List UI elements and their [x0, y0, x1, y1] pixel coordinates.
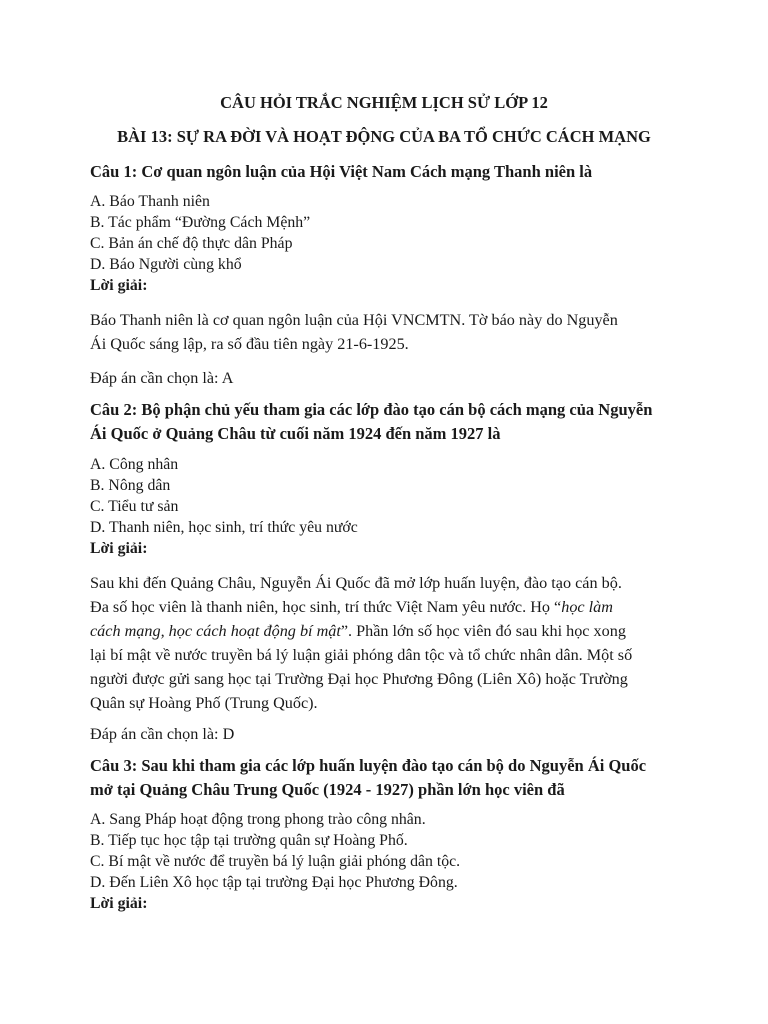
q1-explanation-line-2: Ái Quốc sáng lập, ra số đầu tiên ngày 21-6-1925. — [90, 335, 409, 353]
q1-option-b: B. Tác phẩm “Đường Cách Mệnh” — [90, 214, 311, 231]
q2-quote-italic-end: cách mạng, học cách hoạt động bí mật — [90, 622, 341, 640]
q2-option-b: B. Nông dân — [90, 477, 171, 494]
q2-option-a: A. Công nhân — [90, 456, 179, 473]
q1-explanation-line-1: Báo Thanh niên là cơ quan ngôn luận của Hội VNCMTN. Tờ báo này do Nguyễn — [90, 311, 618, 329]
q3-solution-label: Lời giải: — [90, 895, 148, 912]
question-3-line-1: Câu 3: Sau khi tham gia các lớp huấn luyện đào tạo cán bộ do Nguyễn Ái Quốc — [90, 756, 647, 775]
q2-explanation-line-4: lại bí mật về nước truyền bá lý luận giải phóng dân tộc và tổ chức nhân dân. Một số — [90, 646, 633, 664]
q2-explanation-line-2 — [90, 597, 613, 617]
q2-explanation-text: Đa số học viên là thanh niên, học sinh, trí thức Việt Nam yêu nước. Họ “ — [90, 598, 562, 616]
question-1: Câu 1: Cơ quan ngôn luận của Hội Việt Nam Cách mạng Thanh niên là — [90, 162, 593, 181]
q2-explanation-line-6: Quân sự Hoàng Phố (Trung Quốc). — [90, 694, 318, 712]
q1-solution-label: Lời giải: — [90, 277, 148, 294]
question-3-line-2: mở tại Quảng Châu Trung Quốc (1924 - 1927) phần lớn học viên đã — [90, 780, 565, 799]
q2-explanation-text-cont: ”. Phần lớn số học viên đó sau khi học xong — [340, 622, 626, 640]
q2-explanation-line-1: Sau khi đến Quảng Châu, Nguyễn Ái Quốc đã mở lớp huấn luyện, đào tạo cán bộ. — [90, 574, 622, 592]
q2-option-c: C. Tiểu tư sản — [90, 498, 179, 515]
q3-option-a: A. Sang Pháp hoạt động trong phong trào công nhân. — [90, 811, 426, 828]
q2-answer: Đáp án cần chọn là: D — [90, 725, 235, 743]
lesson-title: BÀI 13: SỰ RA ĐỜI VÀ HOẠT ĐỘNG CỦA BA TỔ CHỨC CÁCH MẠNG — [117, 127, 651, 146]
q2-solution-label: Lời giải: — [90, 540, 148, 557]
q1-answer: Đáp án cần chọn là: A — [90, 369, 234, 387]
q2-option-d: D. Thanh niên, học sinh, trí thức yêu nước — [90, 519, 358, 536]
q1-option-c: C. Bản án chế độ thực dân Pháp — [90, 235, 293, 252]
q3-option-d: D. Đến Liên Xô học tập tại trường Đại học Phương Đông. — [90, 874, 458, 891]
doc-title: CÂU HỎI TRẮC NGHIỆM LỊCH SỬ LỚP 12 — [220, 93, 548, 112]
question-2-line-1: Câu 2: Bộ phận chủ yếu tham gia các lớp đào tạo cán bộ cách mạng của Nguyễn — [90, 400, 653, 419]
q2-explanation-line-3 — [90, 621, 626, 641]
q2-quote-italic-start: học làm — [561, 598, 613, 616]
q3-option-b: B. Tiếp tục học tập tại trường quân sự Hoàng Phố. — [90, 832, 408, 849]
q2-explanation-line-5: người được gửi sang học tại Trường Đại học Phương Đông (Liên Xô) hoặc Trường — [90, 670, 628, 688]
q3-option-c: C. Bí mật về nước để truyền bá lý luận giải phóng dân tộc. — [90, 853, 461, 870]
question-2-line-2: Ái Quốc ở Quảng Châu từ cuối năm 1924 đến năm 1927 là — [90, 424, 501, 443]
q1-option-a: A. Báo Thanh niên — [90, 193, 210, 210]
q1-option-d: D. Báo Người cùng khổ — [90, 256, 242, 273]
